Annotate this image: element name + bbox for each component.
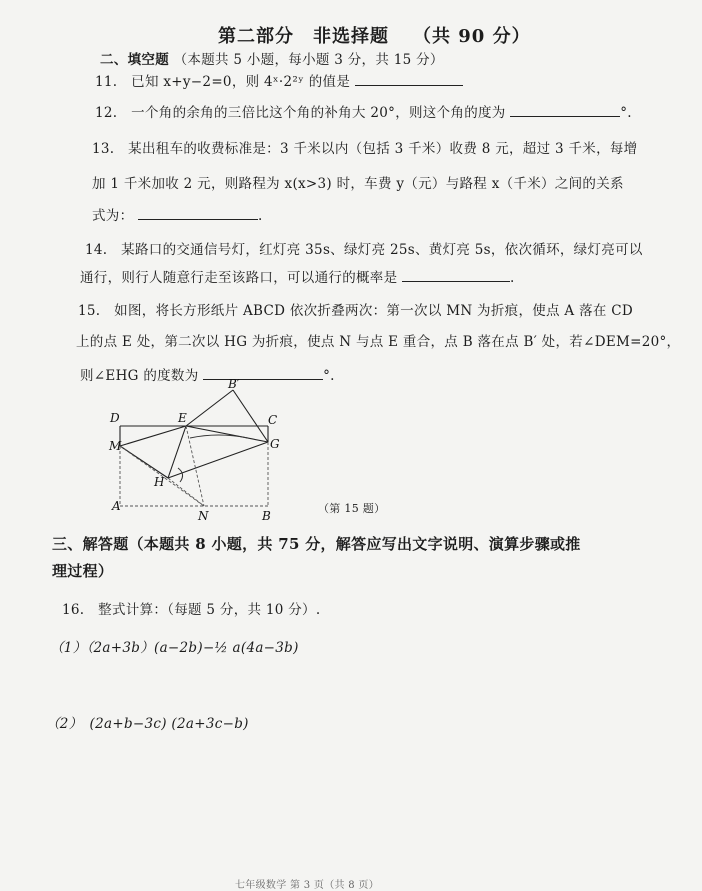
section-two-title: 二、填空题 xyxy=(100,52,169,68)
question-14-text: 通行，则行人随意行走至该路口，可以通行的概率是 xyxy=(80,270,398,286)
label-b-prime: B′ xyxy=(228,377,240,391)
section-two-note: （本题共 5 小题，每小题 3 分，共 15 分） xyxy=(173,52,444,68)
question-13-line-3 xyxy=(92,204,263,224)
figure-caption: （第 15 题） xyxy=(318,502,386,515)
question-13-line-2: 加 1 千米加收 2 元，则路程为 x(x>3) 时，车费 y（元）与路程 x（千米）之间的关系 xyxy=(92,176,624,192)
part-header xyxy=(218,22,531,48)
label-b: B xyxy=(262,509,271,523)
fold-bg xyxy=(233,390,268,442)
question-16-part-2: （2） (2a+b−3c) (2a+3c−b) xyxy=(46,716,249,732)
question-15-line-2: 上的点 E 处，第二次以 HG 为折痕，使点 N 与点 E 重合，点 B 落在点 B′ 处，若∠DEM=20°， xyxy=(76,334,681,350)
fold-mh xyxy=(120,446,168,478)
label-e: E xyxy=(178,411,187,425)
part-score: （共 90 分） xyxy=(413,26,531,47)
question-11-answer-blank[interactable] xyxy=(355,85,463,86)
question-12 xyxy=(95,101,632,121)
question-11-text: 11. 已知 x+y−2=0，则 4ˣ·2²ʸ 的值是 xyxy=(95,74,351,90)
question-11 xyxy=(95,70,463,90)
label-c: C xyxy=(268,413,278,427)
label-d: D xyxy=(110,411,120,425)
segment-eg xyxy=(186,426,268,442)
label-a: A xyxy=(112,499,121,513)
section-three-line-1: 三、解答题（本题共 8 小题，共 75 分，解答应写出文字说明、演算步骤或推 xyxy=(52,535,581,553)
question-15-text: 则∠EHG 的度数为 xyxy=(80,368,199,384)
label-h: H xyxy=(154,475,165,489)
crease-hg xyxy=(168,442,268,478)
fold-eh xyxy=(168,426,186,478)
question-14-answer-blank[interactable] xyxy=(402,281,510,282)
question-15-suffix: °. xyxy=(323,368,335,384)
question-13-line-1: 13. 某出租车的收费标准是：3 千米以内（包括 3 千米）收费 8 元，超过 3 千米，每增 xyxy=(92,141,638,157)
question-16-part-1: （1）（2a+3b）(a−2b)−½ a(4a−3b) xyxy=(50,640,299,656)
question-16: 16. 整式计算：（每题 5 分，共 10 分）. xyxy=(62,602,321,618)
question-13-answer-blank[interactable] xyxy=(138,219,258,220)
question-12-suffix: °. xyxy=(620,105,632,121)
section-two-heading xyxy=(100,48,444,68)
question-15-line-1: 15. 如图，将长方形纸片 ABCD 依次折叠两次：第一次以 MN 为折痕，使点 A 落在 CD xyxy=(78,303,634,319)
question-14-line-2 xyxy=(80,266,515,286)
part-title: 第二部分 非选择题 xyxy=(218,26,389,47)
question-12-text: 12. 一个角的余角的三倍比这个角的补角大 20°，则这个角的度为 xyxy=(95,105,506,121)
question-12-answer-blank[interactable] xyxy=(510,116,620,117)
fold-me xyxy=(120,426,186,446)
label-g: G xyxy=(270,437,280,451)
question-13-text: 式为： xyxy=(92,208,134,224)
question-14-line-1: 14. 某路口的交通信号灯，红灯亮 35s、绿灯亮 25s、黄灯亮 5s，依次循环，绿灯亮可以 xyxy=(85,242,643,258)
label-n: N xyxy=(198,509,209,523)
angle-arc-h xyxy=(178,468,183,482)
fold-eb xyxy=(186,390,233,426)
section-three-line-2: 理过程） xyxy=(52,562,114,580)
page-footer: 七年级数学 第 3 页（共 8 页） xyxy=(235,880,380,891)
folding-rectangle-figure xyxy=(108,376,308,526)
question-14-suffix: . xyxy=(510,270,515,286)
angle-arc xyxy=(190,435,248,438)
question-13-suffix: . xyxy=(258,208,263,224)
label-m: M xyxy=(109,439,122,453)
